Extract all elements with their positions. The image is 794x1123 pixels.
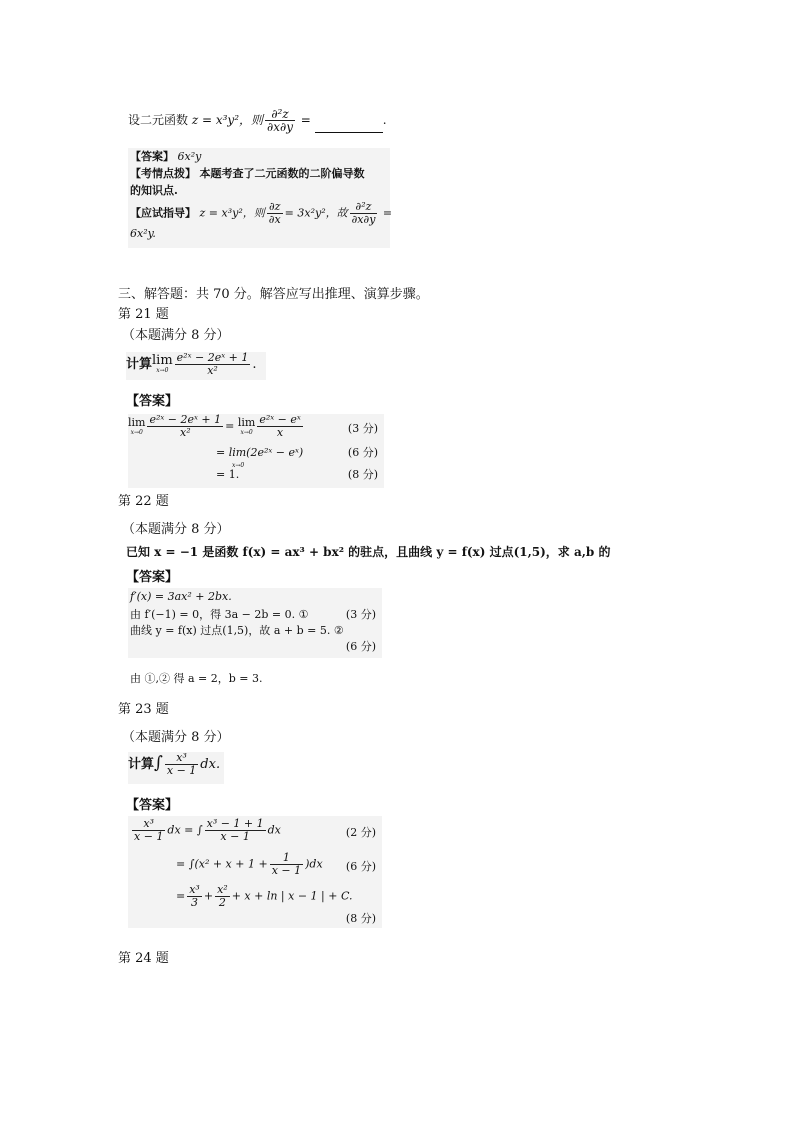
q22-prompt: 已知 x = −1 是函数 f(x) = ax³ + bx² 的驻点，且曲线 y = f(x) 过点(1,5)，求 a,b 的 xyxy=(126,545,611,559)
q23-prompt-num: x³ xyxy=(165,752,198,765)
q21-l2-sub: x→0 xyxy=(232,462,245,469)
q20-guide-expr1: z = x³y²，则 xyxy=(199,206,265,220)
q20-guide-frac1-num: ∂z xyxy=(267,201,283,214)
q23-l1-den2: x − 1 xyxy=(220,830,250,843)
q21-l1-lim: lim x→0 xyxy=(128,416,146,436)
q23-l2-num: 1 xyxy=(270,852,303,865)
q21-prompt-den: x² xyxy=(207,364,218,377)
q22-answer-block xyxy=(128,588,382,658)
q21-prompt-lead: 计算 xyxy=(126,357,153,372)
q21-l1-frac xyxy=(147,414,223,439)
q23-prompt-den: x − 1 xyxy=(166,764,197,777)
q21-answer-tag: 【答案】 xyxy=(126,394,179,409)
q24-title: 第 24 题 xyxy=(118,951,169,966)
q20-answer-tag: 【答案】 xyxy=(130,150,174,163)
q23-l1-frac2 xyxy=(205,818,266,843)
q21-l1-num2: e²ˣ − eˣ xyxy=(259,413,301,426)
q23-l2-den: x − 1 xyxy=(271,864,302,877)
q20-answer-blank xyxy=(315,120,383,133)
q21-l1-frac2 xyxy=(257,414,302,439)
q23-l3-den2: 2 xyxy=(218,896,226,909)
q20-question-fraction xyxy=(265,108,295,133)
q21-lim-text: lim xyxy=(152,353,173,368)
q21-l1-score: (3 分) xyxy=(347,422,378,435)
q20-answer-text: 6x²y xyxy=(177,150,202,163)
q20-point-line2: 的知识点. xyxy=(130,184,178,197)
q23-l1-score: (2 分) xyxy=(345,826,376,839)
q21-l3-text: = 1. xyxy=(216,468,240,481)
q22-l2: 由 f′(−1) = 0，得 3a − 2b = 0. ① xyxy=(130,608,309,621)
q23-l2-score: (6 分) xyxy=(345,860,376,873)
q21-l1-eq: = xyxy=(225,419,235,433)
q23-l3-frac2 xyxy=(215,884,230,909)
q23-l3-end: + x + ln | x − 1 | + C. xyxy=(231,889,353,903)
q20-point-line1: 本题考查了二元函数的二阶偏导数 xyxy=(199,167,365,180)
q21-l2-score: (6 分) xyxy=(347,446,378,459)
q21-l1-den2: x xyxy=(276,426,284,439)
q22-l3: 曲线 y = f(x) 过点(1,5)，故 a + b = 5. ② xyxy=(130,624,344,637)
q23-l1-frac xyxy=(132,818,165,843)
q22-l2-score: (3 分) xyxy=(345,608,376,621)
q23-l2-end: )dx xyxy=(305,857,323,871)
q23-l1-end: dx xyxy=(267,823,281,837)
q22-score-note: （本题满分 8 分） xyxy=(122,522,230,537)
q20-point-tag: 【考情点拨】 xyxy=(130,167,196,180)
q21-score-note: （本题满分 8 分） xyxy=(122,328,230,343)
q21-l1-den: x² xyxy=(179,426,191,439)
q20-answer-block xyxy=(128,148,393,248)
q23-prompt-int: ∫ xyxy=(154,753,163,773)
q20-guide-tag: 【应试指导】 xyxy=(130,206,196,220)
q20-frac-den: ∂x∂y xyxy=(267,120,293,134)
q23-l2-lead: = ∫(x² + x + 1 + xyxy=(176,857,268,871)
q20-frac-num: ∂²z xyxy=(265,108,295,121)
q21-title: 第 21 题 xyxy=(118,307,169,322)
q20-guide-frac2-den: ∂x∂y xyxy=(351,213,376,226)
q22-l1: f′(x) = 3ax² + 2bx. xyxy=(130,590,232,603)
q20-guide-frac1-den: ∂x xyxy=(268,213,281,226)
q23-l3-num1: x³ xyxy=(189,883,200,896)
q23-prompt-end: dx. xyxy=(200,757,221,772)
q20-guide-eq: = xyxy=(382,206,393,220)
q21-l3-score: (8 分) xyxy=(347,468,378,481)
q23-l1-den: x − 1 xyxy=(134,830,164,843)
q23-l3-content xyxy=(176,884,352,909)
q23-prompt xyxy=(128,752,224,784)
q21-l1-lim-sub-2: x→0 xyxy=(240,429,253,436)
q21-prompt-num: e²ˣ − 2eˣ + 1 xyxy=(176,351,249,364)
q22-title: 第 22 题 xyxy=(118,494,169,509)
q23-title: 第 23 题 xyxy=(118,702,169,717)
q20-question xyxy=(128,108,408,138)
q23-l1-num2: x³ − 1 + 1 xyxy=(206,817,264,830)
q23-l3-frac1 xyxy=(187,884,202,909)
q20-question-eq: = xyxy=(296,113,311,127)
q21-prompt-fraction xyxy=(175,352,251,377)
q23-answer-tag: 【答案】 xyxy=(126,798,179,813)
q23-l3-den1: 3 xyxy=(191,896,199,909)
q22-l3-score: (6 分) xyxy=(345,640,376,653)
q23-l3-plus: + xyxy=(203,889,214,903)
q23-l3-lead: = xyxy=(176,889,186,903)
q23-prompt-fraction xyxy=(165,752,198,777)
q21-prompt-lim xyxy=(152,355,173,374)
q21-l2-text: = lim(2e²ˣ − eˣ) xyxy=(216,446,304,459)
q21-answer-block: lim x→0 $\frac{\text{e²ˣ − 2eˣ + 1}}{\text{x²}}$ = lim x→0 $\frac{\text{e²ˣ − eˣ}}{x}$ (3 分) = lim(2e²ˣ − eˣ) x→0 (6 分) = 1. (8 分) xyxy=(128,414,384,488)
q23-l2-content xyxy=(176,852,323,877)
q20-question-expr: z = x³y²，则 xyxy=(191,113,264,127)
q21-prompt xyxy=(126,352,266,380)
q23-l1-num: x³ xyxy=(132,818,165,831)
q20-guide-expr2: = 3x²y²，故 xyxy=(284,206,348,220)
q20-guide-frac1 xyxy=(267,201,283,226)
q23-l3-num2: x² xyxy=(217,883,228,896)
q20-question-lead: 设二元函数 xyxy=(128,113,192,127)
q20-question-end: . xyxy=(382,113,387,127)
q23-answer-block xyxy=(128,816,382,928)
q23-prompt-lead: 计算 xyxy=(128,757,155,772)
q21-l1-num: e²ˣ − 2eˣ + 1 xyxy=(149,413,222,426)
q21-l1-lim-sub: x→0 xyxy=(130,429,143,436)
section-header: 三、解答题：共 70 分。解答应写出推理、演算步骤。 xyxy=(118,287,429,302)
q21-prompt-end: . xyxy=(252,357,257,372)
q23-l1-content xyxy=(130,818,281,843)
q23-score-note: （本题满分 8 分） xyxy=(122,730,230,745)
q20-guide-frac2-num: ∂²z xyxy=(350,201,378,214)
q23-l3-score: (8 分) xyxy=(345,912,376,925)
q22-l4: 由 ①,② 得 a = 2，b = 3. xyxy=(130,672,263,685)
q23-l1-mid: dx = ∫ xyxy=(167,823,203,837)
q20-guide-frac2 xyxy=(350,201,378,226)
q22-answer-tag: 【答案】 xyxy=(126,570,179,585)
q21-lim-sub: x→0 xyxy=(156,367,169,374)
q20-guide-line2: 6x²y. xyxy=(130,227,156,240)
q23-l2-frac xyxy=(270,852,303,877)
